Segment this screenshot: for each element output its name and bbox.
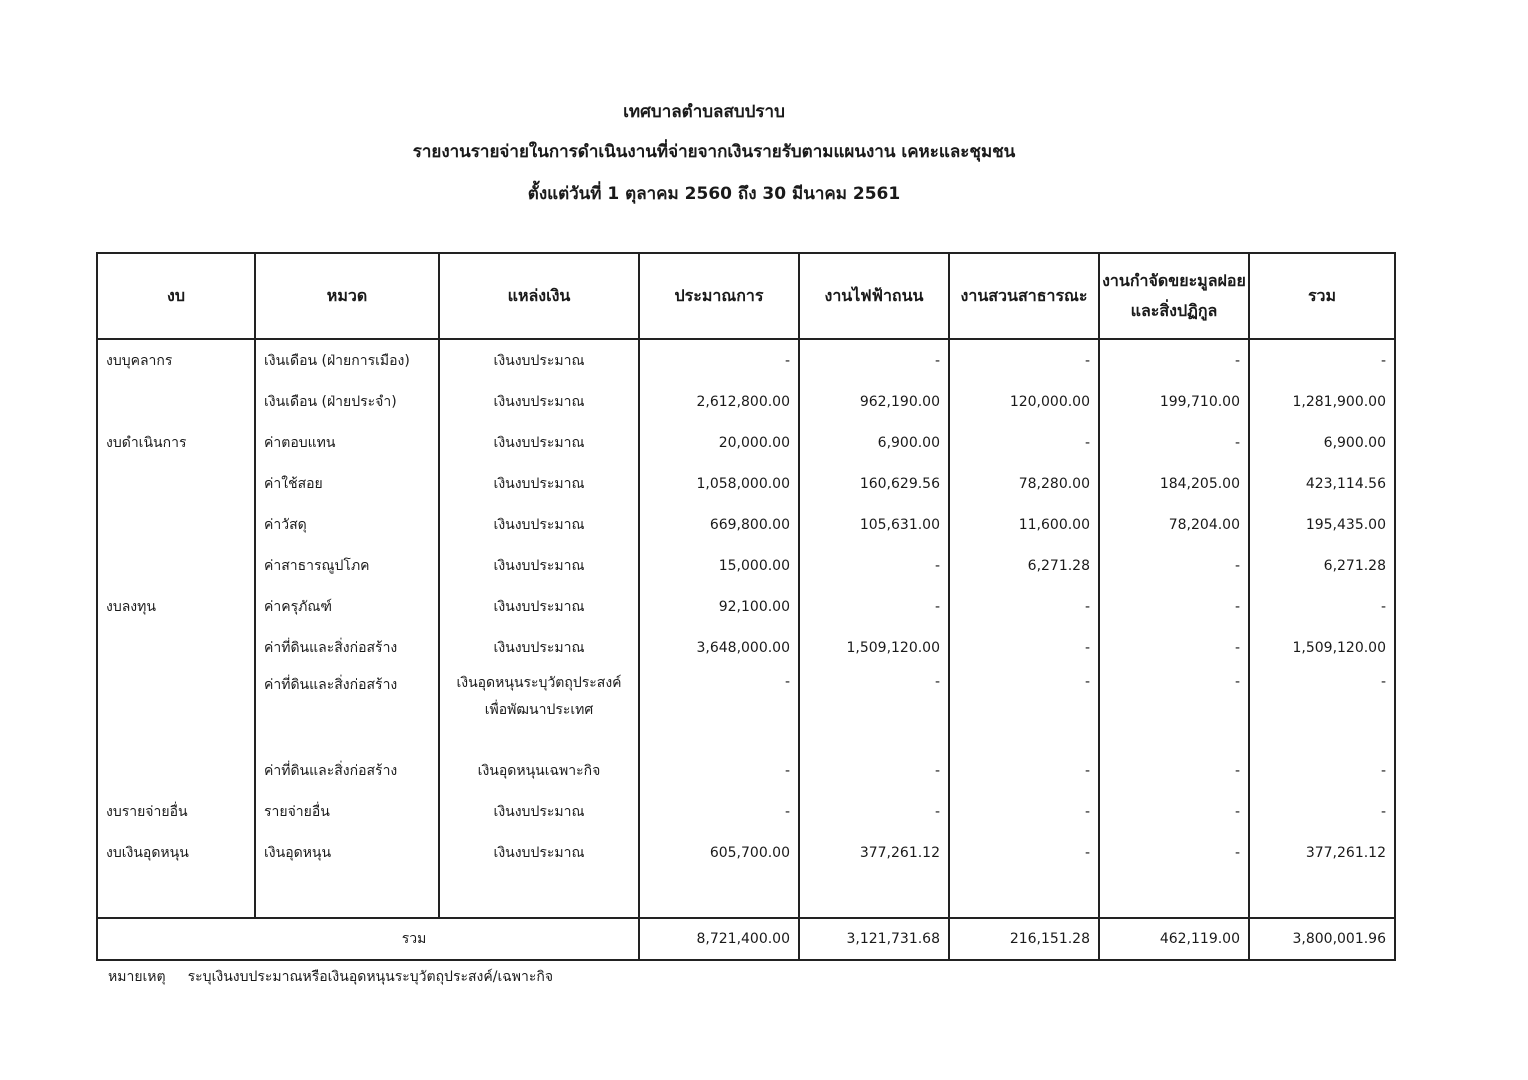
cell-budget — [97, 504, 255, 545]
cell-park: 11,600.00 — [949, 504, 1099, 545]
cell-waste: - — [1099, 791, 1249, 832]
cell-total: - — [1249, 586, 1395, 627]
cell-estimate: 1,058,000.00 — [639, 463, 799, 504]
col-header-estimate: ประมาณการ — [639, 253, 799, 339]
cell-electric: 377,261.12 — [799, 832, 949, 873]
col-header-waste: งานกำจัดขยะมูลฝอยและสิ่งปฏิกูล — [1099, 253, 1249, 339]
cell-park: - — [949, 627, 1099, 668]
org-title: เทศบาลตำบลสบปราบ — [623, 102, 785, 122]
cell-estimate: - — [639, 750, 799, 791]
cell-electric: 962,190.00 — [799, 381, 949, 422]
table-row — [97, 586, 1395, 627]
cell-budget — [97, 750, 255, 791]
table-row — [97, 791, 1395, 832]
col-header-total: รวม — [1249, 253, 1395, 339]
cell-waste: - — [1099, 586, 1249, 627]
cell-waste: - — [1099, 422, 1249, 463]
cell-total: 1,281,900.00 — [1249, 381, 1395, 422]
cell-total: 1,509,120.00 — [1249, 627, 1395, 668]
cell-budget: งบดำเนินการ — [97, 422, 255, 463]
cell-electric: - — [799, 668, 949, 750]
cell-total: - — [1249, 668, 1395, 750]
cell-park: - — [949, 668, 1099, 750]
cell-electric: - — [799, 545, 949, 586]
cell-estimate: 15,000.00 — [639, 545, 799, 586]
cell-source: เงินงบประมาณ — [439, 627, 639, 668]
cell-budget: งบบุคลากร — [97, 339, 255, 381]
table-row — [97, 750, 1395, 791]
col-header-park: งานสวนสาธารณะ — [949, 253, 1099, 339]
cell-waste: 184,205.00 — [1099, 463, 1249, 504]
table-row — [97, 668, 1395, 750]
cell-electric: - — [799, 339, 949, 381]
cell-total: - — [1249, 750, 1395, 791]
table-total-row — [97, 918, 1395, 960]
total-total: 3,800,001.96 — [1249, 918, 1395, 960]
cell-waste: 199,710.00 — [1099, 381, 1249, 422]
cell-source: เงินงบประมาณ — [439, 463, 639, 504]
cell-source: เงินงบประมาณ — [439, 545, 639, 586]
cell-estimate: 20,000.00 — [639, 422, 799, 463]
cell-source: เงินอุดหนุนเฉพาะกิจ — [439, 750, 639, 791]
cell-park: 78,280.00 — [949, 463, 1099, 504]
cell-estimate: 669,800.00 — [639, 504, 799, 545]
cell-source: เงินงบประมาณ — [439, 586, 639, 627]
cell-source: เงินงบประมาณ — [439, 791, 639, 832]
cell-category: เงินเดือน (ฝ่ายประจำ) — [255, 381, 439, 422]
cell-budget — [97, 463, 255, 504]
report-period: ตั้งแต่วันที่ 1 ตุลาคม 2560 ถึง 30 มีนาคม 2561 — [527, 184, 901, 204]
cell-estimate: - — [639, 791, 799, 832]
cell-park: - — [949, 339, 1099, 381]
cell-category: ค่าที่ดินและสิ่งก่อสร้าง — [255, 627, 439, 668]
cell-budget: งบเงินอุดหนุน — [97, 832, 255, 873]
cell-category: ค่าสาธารณูปโภค — [255, 545, 439, 586]
cell-waste: - — [1099, 832, 1249, 873]
footnote-text: ระบุเงินงบประมาณหรือเงินอุดหนุนระบุวัตถุประสงค์/เฉพาะกิจ — [187, 969, 554, 985]
cell-waste: - — [1099, 750, 1249, 791]
total-estimate: 8,721,400.00 — [639, 918, 799, 960]
cell-total: 195,435.00 — [1249, 504, 1395, 545]
cell-category: ค่าครุภัณฑ์ — [255, 586, 439, 627]
cell-electric: 160,629.56 — [799, 463, 949, 504]
cell-park: - — [949, 750, 1099, 791]
footnote — [108, 966, 553, 988]
total-electric: 3,121,731.68 — [799, 918, 949, 960]
cell-total: - — [1249, 339, 1395, 381]
cell-estimate: 605,700.00 — [639, 832, 799, 873]
table-row — [97, 463, 1395, 504]
col-header-source: แหล่งเงิน — [439, 253, 639, 339]
cell-category: ค่าที่ดินและสิ่งก่อสร้าง — [255, 750, 439, 791]
cell-total: 6,900.00 — [1249, 422, 1395, 463]
cell-park: 120,000.00 — [949, 381, 1099, 422]
table-spacer-row — [97, 873, 1395, 918]
cell-estimate: - — [639, 668, 799, 750]
cell-estimate: 92,100.00 — [639, 586, 799, 627]
table-row — [97, 339, 1395, 381]
total-label: รวม — [97, 918, 639, 960]
cell-source: เงินงบประมาณ — [439, 504, 639, 545]
table-header-row — [97, 253, 1395, 339]
cell-source: เงินงบประมาณ — [439, 339, 639, 381]
cell-source: เงินงบประมาณ — [439, 422, 639, 463]
cell-waste: - — [1099, 545, 1249, 586]
table-row — [97, 381, 1395, 422]
cell-electric: 6,900.00 — [799, 422, 949, 463]
cell-total: 6,271.28 — [1249, 545, 1395, 586]
cell-park: - — [949, 422, 1099, 463]
col-header-budget: งบ — [97, 253, 255, 339]
col-header-category: หมวด — [255, 253, 439, 339]
cell-budget — [97, 627, 255, 668]
cell-waste: - — [1099, 339, 1249, 381]
cell-park: - — [949, 832, 1099, 873]
cell-estimate: 3,648,000.00 — [639, 627, 799, 668]
cell-waste: - — [1099, 627, 1249, 668]
cell-estimate: - — [639, 339, 799, 381]
expense-table — [96, 252, 1396, 961]
cell-category: เงินอุดหนุน — [255, 832, 439, 873]
total-waste: 462,119.00 — [1099, 918, 1249, 960]
table-row — [97, 545, 1395, 586]
cell-total: 423,114.56 — [1249, 463, 1395, 504]
cell-electric: - — [799, 791, 949, 832]
cell-electric: 1,509,120.00 — [799, 627, 949, 668]
table-row — [97, 504, 1395, 545]
cell-park: - — [949, 791, 1099, 832]
table-row — [97, 422, 1395, 463]
cell-estimate: 2,612,800.00 — [639, 381, 799, 422]
cell-park: 6,271.28 — [949, 545, 1099, 586]
cell-category: ค่าที่ดินและสิ่งก่อสร้าง — [255, 668, 439, 750]
cell-electric: - — [799, 586, 949, 627]
cell-category: เงินเดือน (ฝ่ายการเมือง) — [255, 339, 439, 381]
cell-total: - — [1249, 791, 1395, 832]
cell-source: เงินงบประมาณ — [439, 381, 639, 422]
cell-budget: งบรายจ่ายอื่น — [97, 791, 255, 832]
cell-budget — [97, 381, 255, 422]
total-park: 216,151.28 — [949, 918, 1099, 960]
cell-category: ค่าตอบแทน — [255, 422, 439, 463]
cell-source: เงินงบประมาณ — [439, 832, 639, 873]
cell-budget: งบลงทุน — [97, 586, 255, 627]
table-row — [97, 627, 1395, 668]
col-header-electric: งานไฟฟ้าถนน — [799, 253, 949, 339]
cell-category: ค่าใช้สอย — [255, 463, 439, 504]
cell-waste: - — [1099, 668, 1249, 750]
cell-waste: 78,204.00 — [1099, 504, 1249, 545]
cell-source: เงินอุดหนุนระบุวัตถุประสงค์เพื่อพัฒนาประเทศ — [439, 668, 639, 750]
cell-budget — [97, 545, 255, 586]
cell-budget — [97, 668, 255, 750]
cell-total: 377,261.12 — [1249, 832, 1395, 873]
cell-electric: - — [799, 750, 949, 791]
report-title: รายงานรายจ่ายในการดำเนินงานที่จ่ายจากเงินรายรับตามแผนงาน เคหะและชุมชน — [412, 142, 1016, 162]
cell-category: ค่าวัสดุ — [255, 504, 439, 545]
cell-electric: 105,631.00 — [799, 504, 949, 545]
footnote-label: หมายเหตุ — [108, 969, 166, 985]
cell-category: รายจ่ายอื่น — [255, 791, 439, 832]
table-row — [97, 832, 1395, 873]
cell-park: - — [949, 586, 1099, 627]
